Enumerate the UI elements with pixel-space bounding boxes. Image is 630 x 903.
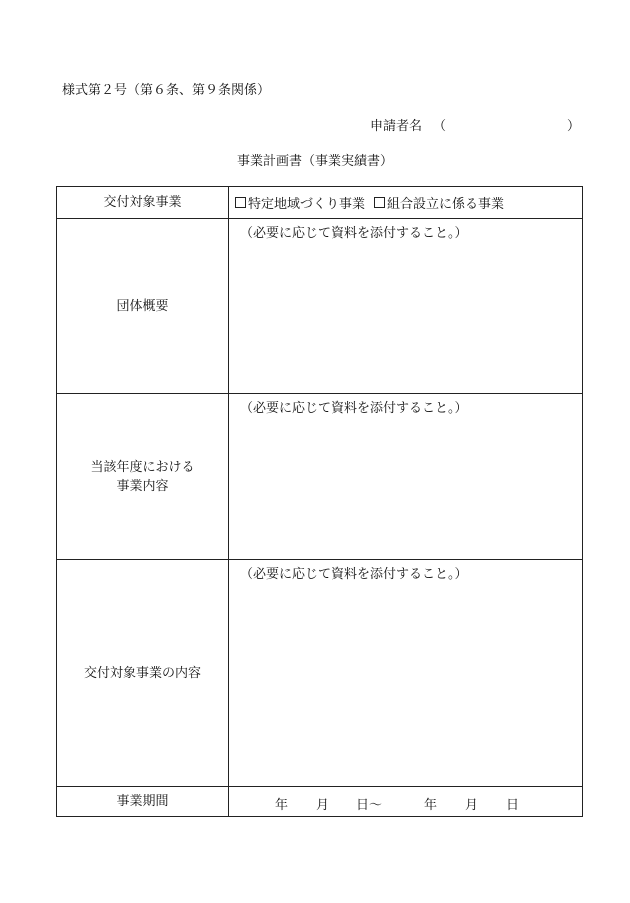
- applicant-name-paren-close: ）: [567, 119, 581, 134]
- fiscal-year-content-field[interactable]: [229, 394, 583, 560]
- period-end-day: 日: [506, 798, 520, 813]
- project-plan-table: [56, 186, 583, 817]
- document-title: 事業計画書（事業実績書）: [236, 154, 393, 169]
- target-project-content-label: 交付対象事業の内容: [57, 560, 229, 787]
- applicant-name-label: 申請者名: [370, 119, 423, 134]
- fiscal-year-content-label: [57, 394, 229, 560]
- checkbox-specific-regional-project[interactable]: [235, 197, 246, 208]
- target-project-content-note: （必要に応じて資料を添付すること。）: [240, 567, 468, 582]
- table-row-target-project-content: [57, 560, 583, 787]
- organization-overview-note: （必要に応じて資料を添付すること。）: [240, 226, 468, 241]
- option-association-establishment-label: 組合設立に係る事業: [387, 197, 505, 212]
- fiscal-year-content-label-line2: 事業内容: [116, 478, 169, 494]
- period-start-month: 月: [316, 798, 330, 813]
- fiscal-year-content-note: （必要に応じて資料を添付すること。）: [240, 401, 468, 416]
- table-row-project-period: [57, 787, 583, 817]
- period-end-year: 年: [424, 798, 438, 813]
- option-specific-regional-project-label: 特定地域づくり事業: [248, 197, 366, 212]
- applicant-name-paren-open: （: [433, 119, 447, 134]
- period-start-year: 年: [275, 798, 289, 813]
- organization-overview-field[interactable]: [229, 219, 583, 394]
- target-project-label: 交付対象事業: [57, 187, 229, 219]
- checkbox-association-establishment[interactable]: [374, 197, 385, 208]
- applicant-name-line: [370, 115, 580, 134]
- period-start-day: 日～: [356, 798, 383, 813]
- target-project-content-field[interactable]: [229, 560, 583, 787]
- option-specific-regional-project[interactable]: [235, 193, 365, 212]
- organization-overview-label: 団体概要: [57, 219, 229, 394]
- form-number: 様式第２号（第６条、第９条関係）: [62, 83, 271, 98]
- project-period-field[interactable]: [229, 787, 583, 817]
- period-end-month: 月: [465, 798, 479, 813]
- table-row-organization-overview: [57, 219, 583, 394]
- target-project-options: [229, 187, 583, 219]
- option-association-establishment[interactable]: [374, 193, 504, 212]
- project-period-label: 事業期間: [57, 787, 229, 817]
- table-row-target-project: [57, 187, 583, 219]
- fiscal-year-content-label-line1: 当該年度における: [90, 459, 195, 475]
- table-row-fiscal-year-content: [57, 394, 583, 560]
